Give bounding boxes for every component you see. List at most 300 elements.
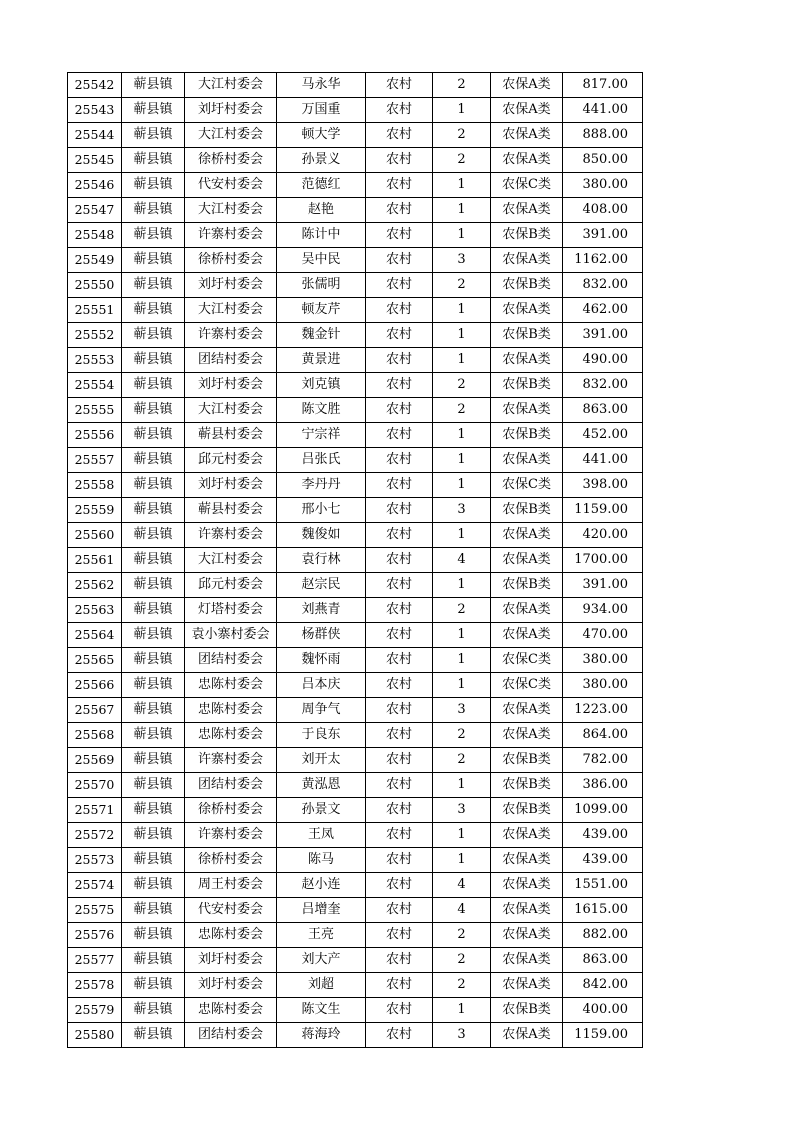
cell-category: 农保B类 [491,573,563,598]
cell-town: 蕲县镇 [122,848,185,873]
cell-town: 蕲县镇 [122,223,185,248]
cell-id: 25565 [68,648,122,673]
cell-count: 2 [433,398,491,423]
table-row [68,398,643,423]
cell-town: 蕲县镇 [122,473,185,498]
cell-town: 蕲县镇 [122,673,185,698]
cell-id: 25574 [68,873,122,898]
cell-category: 农保C类 [491,473,563,498]
cell-count: 3 [433,248,491,273]
cell-amount: 1159.00 [563,498,643,523]
table-row [68,423,643,448]
cell-count: 4 [433,898,491,923]
cell-id: 25548 [68,223,122,248]
cell-town: 蕲县镇 [122,798,185,823]
cell-count: 3 [433,698,491,723]
cell-type: 农村 [366,723,433,748]
cell-type: 农村 [366,323,433,348]
cell-type: 农村 [366,148,433,173]
cell-amount: 490.00 [563,348,643,373]
cell-type: 农村 [366,73,433,98]
cell-name: 魏怀雨 [277,648,366,673]
cell-count: 4 [433,873,491,898]
table-row [68,98,643,123]
cell-village: 刘圩村委会 [185,473,277,498]
table-row [68,973,643,998]
cell-category: 农保A类 [491,873,563,898]
cell-village: 忠陈村委会 [185,723,277,748]
table-row [68,1023,643,1048]
cell-id: 25568 [68,723,122,748]
cell-town: 蕲县镇 [122,323,185,348]
table-row [68,173,643,198]
cell-id: 25554 [68,373,122,398]
cell-type: 农村 [366,548,433,573]
cell-amount: 888.00 [563,123,643,148]
cell-town: 蕲县镇 [122,773,185,798]
cell-count: 2 [433,923,491,948]
table-row [68,473,643,498]
cell-id: 25551 [68,298,122,323]
cell-id: 25577 [68,948,122,973]
cell-category: 农保A类 [491,823,563,848]
cell-name: 万国重 [277,98,366,123]
cell-name: 杨群侠 [277,623,366,648]
cell-type: 农村 [366,123,433,148]
cell-id: 25576 [68,923,122,948]
cell-amount: 391.00 [563,323,643,348]
cell-name: 宁宗祥 [277,423,366,448]
cell-amount: 462.00 [563,298,643,323]
cell-village: 代安村委会 [185,898,277,923]
cell-name: 魏金针 [277,323,366,348]
cell-type: 农村 [366,473,433,498]
table-row [68,773,643,798]
cell-category: 农保B类 [491,748,563,773]
cell-count: 1 [433,348,491,373]
cell-id: 25547 [68,198,122,223]
cell-town: 蕲县镇 [122,698,185,723]
cell-type: 农村 [366,698,433,723]
cell-name: 李丹丹 [277,473,366,498]
cell-count: 2 [433,748,491,773]
cell-amount: 817.00 [563,73,643,98]
cell-town: 蕲县镇 [122,748,185,773]
table-row [68,273,643,298]
cell-count: 3 [433,498,491,523]
cell-id: 25562 [68,573,122,598]
cell-name: 刘开太 [277,748,366,773]
cell-id: 25575 [68,898,122,923]
cell-id: 25573 [68,848,122,873]
cell-village: 忠陈村委会 [185,673,277,698]
cell-name: 陈计中 [277,223,366,248]
cell-name: 魏俊如 [277,523,366,548]
cell-category: 农保A类 [491,723,563,748]
cell-amount: 1700.00 [563,548,643,573]
cell-village: 徐桥村委会 [185,798,277,823]
cell-village: 邱元村委会 [185,573,277,598]
cell-name: 赵小连 [277,873,366,898]
table-row [68,298,643,323]
table-row [68,148,643,173]
cell-town: 蕲县镇 [122,948,185,973]
cell-count: 1 [433,823,491,848]
cell-category: 农保A类 [491,598,563,623]
cell-village: 刘圩村委会 [185,98,277,123]
cell-amount: 386.00 [563,773,643,798]
cell-name: 刘超 [277,973,366,998]
cell-name: 赵宗民 [277,573,366,598]
cell-count: 1 [433,423,491,448]
cell-amount: 842.00 [563,973,643,998]
cell-name: 赵艳 [277,198,366,223]
table-row [68,898,643,923]
cell-type: 农村 [366,448,433,473]
cell-amount: 850.00 [563,148,643,173]
cell-village: 团结村委会 [185,1023,277,1048]
cell-amount: 408.00 [563,198,643,223]
table-row [68,673,643,698]
cell-name: 马永华 [277,73,366,98]
cell-category: 农保A类 [491,898,563,923]
cell-amount: 934.00 [563,598,643,623]
cell-amount: 470.00 [563,623,643,648]
cell-count: 2 [433,123,491,148]
cell-name: 王凤 [277,823,366,848]
cell-id: 25543 [68,98,122,123]
cell-town: 蕲县镇 [122,273,185,298]
cell-village: 邱元村委会 [185,448,277,473]
cell-type: 农村 [366,198,433,223]
cell-type: 农村 [366,948,433,973]
cell-type: 农村 [366,248,433,273]
cell-category: 农保B类 [491,773,563,798]
table-row [68,548,643,573]
cell-name: 陈文胜 [277,398,366,423]
cell-town: 蕲县镇 [122,173,185,198]
cell-id: 25579 [68,998,122,1023]
cell-amount: 1615.00 [563,898,643,923]
cell-town: 蕲县镇 [122,198,185,223]
cell-id: 25558 [68,473,122,498]
cell-amount: 439.00 [563,848,643,873]
cell-amount: 1159.00 [563,1023,643,1048]
cell-count: 1 [433,198,491,223]
cell-amount: 391.00 [563,223,643,248]
cell-type: 农村 [366,648,433,673]
cell-town: 蕲县镇 [122,998,185,1023]
cell-village: 蕲县村委会 [185,498,277,523]
cell-count: 1 [433,848,491,873]
cell-id: 25552 [68,323,122,348]
cell-category: 农保B类 [491,323,563,348]
cell-town: 蕲县镇 [122,973,185,998]
cell-count: 1 [433,648,491,673]
cell-id: 25564 [68,623,122,648]
cell-amount: 1551.00 [563,873,643,898]
cell-id: 25545 [68,148,122,173]
cell-amount: 863.00 [563,398,643,423]
cell-category: 农保A类 [491,348,563,373]
cell-amount: 400.00 [563,998,643,1023]
cell-amount: 441.00 [563,448,643,473]
table-row [68,498,643,523]
table-row [68,248,643,273]
cell-name: 袁行林 [277,548,366,573]
cell-village: 代安村委会 [185,173,277,198]
cell-id: 25557 [68,448,122,473]
cell-town: 蕲县镇 [122,398,185,423]
cell-count: 1 [433,473,491,498]
cell-category: 农保A类 [491,98,563,123]
cell-category: 农保C类 [491,173,563,198]
cell-category: 农保A类 [491,948,563,973]
cell-type: 农村 [366,998,433,1023]
cell-count: 1 [433,573,491,598]
cell-amount: 380.00 [563,673,643,698]
table-body [68,73,643,1048]
cell-amount: 864.00 [563,723,643,748]
cell-name: 吕张氏 [277,448,366,473]
table-row [68,748,643,773]
cell-amount: 1223.00 [563,698,643,723]
cell-type: 农村 [366,923,433,948]
cell-count: 1 [433,98,491,123]
cell-town: 蕲县镇 [122,248,185,273]
cell-name: 于良东 [277,723,366,748]
cell-category: 农保A类 [491,923,563,948]
cell-town: 蕲县镇 [122,723,185,748]
cell-town: 蕲县镇 [122,523,185,548]
cell-type: 农村 [366,423,433,448]
data-table [67,72,643,1048]
cell-town: 蕲县镇 [122,423,185,448]
cell-category: 农保A类 [491,548,563,573]
cell-category: 农保C类 [491,648,563,673]
cell-town: 蕲县镇 [122,98,185,123]
cell-village: 许寨村委会 [185,523,277,548]
cell-town: 蕲县镇 [122,123,185,148]
cell-category: 农保A类 [491,623,563,648]
cell-name: 刘燕青 [277,598,366,623]
cell-amount: 439.00 [563,823,643,848]
cell-count: 2 [433,948,491,973]
cell-town: 蕲县镇 [122,923,185,948]
table-row [68,598,643,623]
cell-village: 大江村委会 [185,123,277,148]
table-row [68,573,643,598]
cell-village: 周王村委会 [185,873,277,898]
cell-name: 刘大产 [277,948,366,973]
cell-type: 农村 [366,223,433,248]
cell-count: 2 [433,73,491,98]
cell-id: 25566 [68,673,122,698]
cell-type: 农村 [366,298,433,323]
cell-category: 农保B类 [491,798,563,823]
cell-id: 25546 [68,173,122,198]
cell-name: 吴中民 [277,248,366,273]
cell-village: 大江村委会 [185,398,277,423]
cell-type: 农村 [366,623,433,648]
cell-category: 农保B类 [491,373,563,398]
cell-category: 农保A类 [491,248,563,273]
cell-name: 黄泓恩 [277,773,366,798]
cell-count: 1 [433,623,491,648]
cell-town: 蕲县镇 [122,448,185,473]
table-row [68,848,643,873]
cell-amount: 832.00 [563,373,643,398]
cell-id: 25549 [68,248,122,273]
cell-id: 25555 [68,398,122,423]
cell-village: 大江村委会 [185,73,277,98]
cell-town: 蕲县镇 [122,498,185,523]
table-row [68,323,643,348]
cell-name: 王亮 [277,923,366,948]
cell-town: 蕲县镇 [122,648,185,673]
cell-category: 农保A类 [491,398,563,423]
table-row [68,73,643,98]
cell-amount: 391.00 [563,573,643,598]
cell-count: 1 [433,448,491,473]
cell-type: 农村 [366,598,433,623]
cell-type: 农村 [366,1023,433,1048]
cell-count: 2 [433,973,491,998]
cell-type: 农村 [366,373,433,398]
cell-name: 黄景进 [277,348,366,373]
cell-name: 吕增奎 [277,898,366,923]
cell-count: 1 [433,223,491,248]
cell-amount: 441.00 [563,98,643,123]
cell-type: 农村 [366,773,433,798]
cell-amount: 1099.00 [563,798,643,823]
cell-count: 3 [433,1023,491,1048]
cell-category: 农保A类 [491,698,563,723]
cell-type: 农村 [366,673,433,698]
cell-type: 农村 [366,173,433,198]
table-row [68,823,643,848]
cell-village: 许寨村委会 [185,748,277,773]
table-row [68,373,643,398]
cell-village: 忠陈村委会 [185,698,277,723]
cell-name: 陈马 [277,848,366,873]
cell-amount: 398.00 [563,473,643,498]
cell-name: 陈文生 [277,998,366,1023]
cell-type: 农村 [366,273,433,298]
cell-id: 25544 [68,123,122,148]
cell-village: 忠陈村委会 [185,923,277,948]
cell-type: 农村 [366,973,433,998]
table-row [68,798,643,823]
cell-amount: 1162.00 [563,248,643,273]
cell-town: 蕲县镇 [122,623,185,648]
cell-count: 1 [433,523,491,548]
cell-village: 大江村委会 [185,298,277,323]
cell-count: 2 [433,723,491,748]
cell-name: 吕本庆 [277,673,366,698]
cell-village: 大江村委会 [185,548,277,573]
cell-village: 团结村委会 [185,648,277,673]
cell-village: 刘圩村委会 [185,973,277,998]
cell-type: 农村 [366,873,433,898]
cell-type: 农村 [366,348,433,373]
table-row [68,998,643,1023]
cell-type: 农村 [366,98,433,123]
cell-village: 刘圩村委会 [185,948,277,973]
cell-amount: 420.00 [563,523,643,548]
cell-town: 蕲县镇 [122,898,185,923]
table-row [68,873,643,898]
cell-count: 1 [433,298,491,323]
cell-count: 2 [433,148,491,173]
cell-town: 蕲县镇 [122,873,185,898]
cell-village: 许寨村委会 [185,223,277,248]
cell-category: 农保B类 [491,498,563,523]
cell-village: 灯塔村委会 [185,598,277,623]
cell-count: 1 [433,173,491,198]
cell-count: 4 [433,548,491,573]
cell-type: 农村 [366,398,433,423]
cell-village: 刘圩村委会 [185,373,277,398]
cell-type: 农村 [366,523,433,548]
cell-count: 2 [433,273,491,298]
cell-amount: 882.00 [563,923,643,948]
cell-amount: 380.00 [563,173,643,198]
cell-amount: 380.00 [563,648,643,673]
table-row [68,198,643,223]
cell-id: 25556 [68,423,122,448]
cell-category: 农保A类 [491,123,563,148]
cell-village: 蕲县村委会 [185,423,277,448]
table-row [68,698,643,723]
table-row [68,648,643,673]
cell-id: 25561 [68,548,122,573]
cell-village: 徐桥村委会 [185,848,277,873]
cell-category: 农保A类 [491,148,563,173]
cell-village: 团结村委会 [185,773,277,798]
table-row [68,523,643,548]
cell-type: 农村 [366,823,433,848]
cell-category: 农保A类 [491,73,563,98]
cell-village: 袁小寨村委会 [185,623,277,648]
cell-amount: 832.00 [563,273,643,298]
cell-village: 团结村委会 [185,348,277,373]
cell-id: 25563 [68,598,122,623]
cell-id: 25550 [68,273,122,298]
cell-type: 农村 [366,748,433,773]
cell-id: 25567 [68,698,122,723]
table-row [68,123,643,148]
cell-category: 农保B类 [491,223,563,248]
table-row [68,923,643,948]
cell-id: 25560 [68,523,122,548]
cell-village: 许寨村委会 [185,823,277,848]
cell-name: 周争气 [277,698,366,723]
cell-amount: 863.00 [563,948,643,973]
cell-category: 农保A类 [491,448,563,473]
cell-village: 徐桥村委会 [185,248,277,273]
cell-name: 孙景文 [277,798,366,823]
cell-category: 农保B类 [491,273,563,298]
cell-town: 蕲县镇 [122,298,185,323]
cell-category: 农保A类 [491,848,563,873]
cell-type: 农村 [366,798,433,823]
cell-name: 顿大学 [277,123,366,148]
cell-id: 25571 [68,798,122,823]
cell-count: 1 [433,998,491,1023]
cell-type: 农村 [366,573,433,598]
cell-id: 25553 [68,348,122,373]
